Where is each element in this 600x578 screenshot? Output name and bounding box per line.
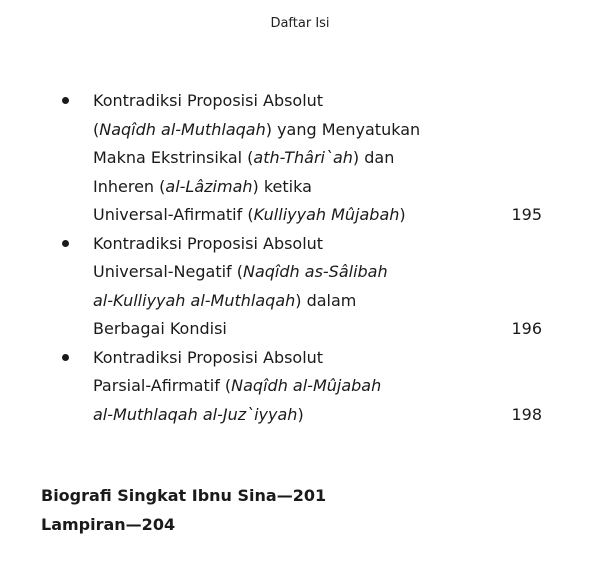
bullet-icon <box>62 354 69 361</box>
entry-line: al-Muthlaqah al-Juz`iyyah) <box>93 404 304 424</box>
bullet-icon <box>62 240 69 247</box>
toc-entry[interactable] <box>62 230 542 344</box>
page-number: 196 <box>511 319 542 338</box>
bottom-items <box>41 481 326 539</box>
entry-line: Kontradiksi Proposisi Absolut <box>93 347 324 367</box>
bullet-icon <box>62 97 69 104</box>
entry-line: Parsial-Afirmatif (Naqîdh al-Mûjabah <box>93 376 382 395</box>
entry-line: Universal-Afirmatif (Kulliyyah Mûjabah) <box>93 205 406 224</box>
entry-line: Kontradiksi Proposisi Absolut <box>93 233 324 253</box>
page-number: 198 <box>511 404 542 424</box>
entry-line: Inheren (al-Lâzimah) ketika <box>93 176 312 196</box>
entry-line: Universal-Negatif (Naqîdh as-Sâlibah <box>93 262 388 281</box>
entry-line: Berbagai Kondisi <box>93 319 227 338</box>
entry-line: Makna Ekstrinsikal (ath-Thâri`ah) dan <box>93 148 395 167</box>
entry-line: al-Kulliyyah al-Muthlaqah) dalam <box>93 290 357 310</box>
toc-biografi[interactable]: Biografi Singkat Ibnu Sina—201 <box>41 486 327 505</box>
page-number: 195 <box>511 205 542 224</box>
entry-line: Kontradiksi Proposisi Absolut <box>93 91 324 110</box>
toc-entry[interactable] <box>62 87 542 230</box>
toc-entry[interactable] <box>62 344 542 430</box>
toc-lampiran[interactable]: Lampiran—204 <box>41 515 176 534</box>
page-header: Daftar Isi <box>270 16 330 31</box>
toc-list <box>62 87 542 429</box>
entry-line: (Naqîdh al-Muthlaqah) yang Menyatukan <box>93 119 421 139</box>
